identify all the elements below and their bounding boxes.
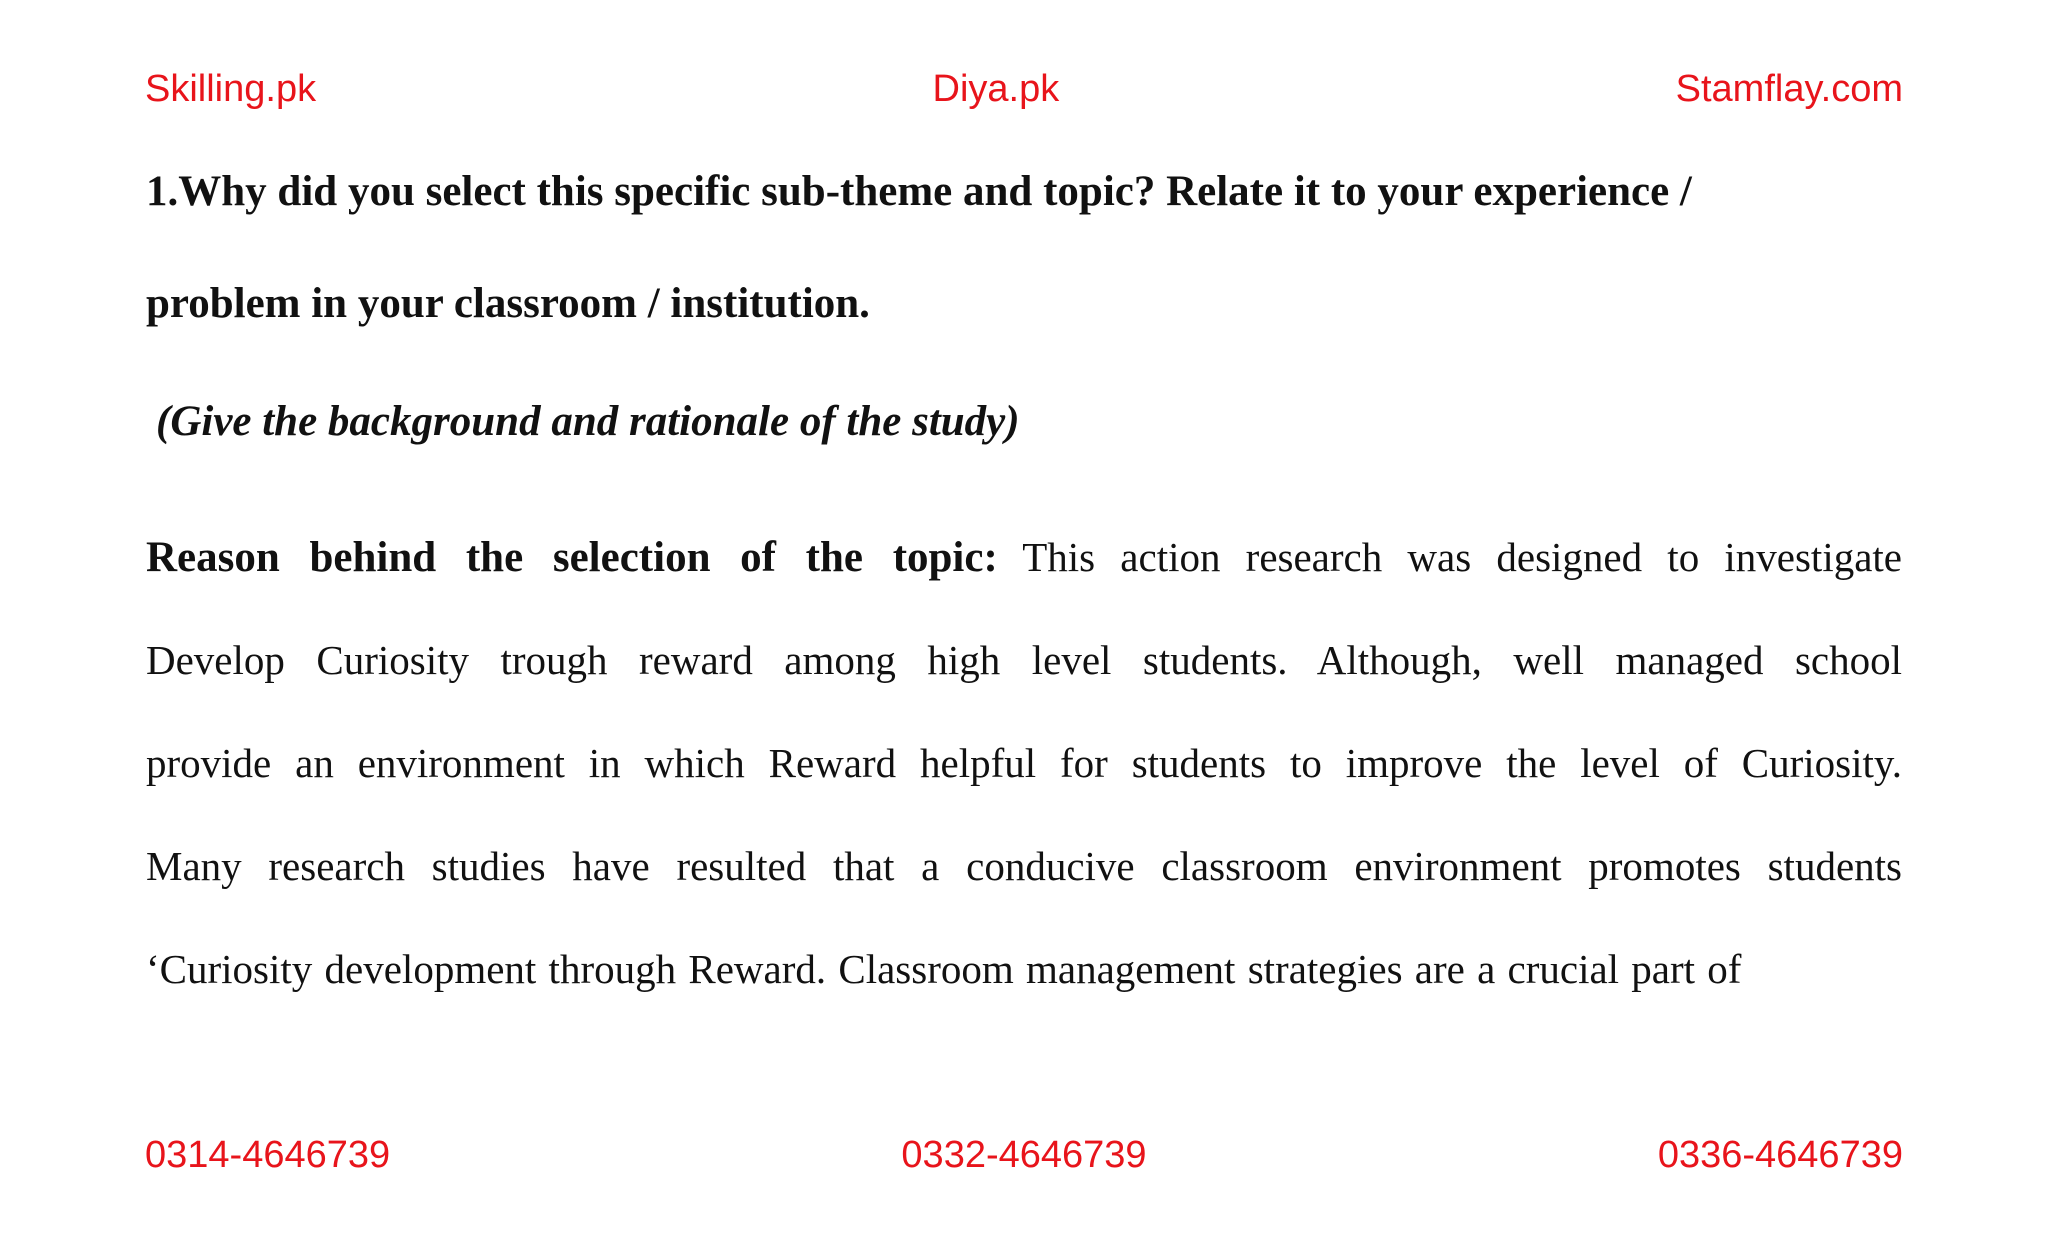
body-line-4: Many research studies have resulted that a conducive classroom environment promotes students [146,843,1902,889]
body-line-5: ‘Curiosity development through Reward. Classroom management strategies are a crucial part of [146,946,1742,992]
footer-watermark-row [145,1136,1903,1174]
question-heading [146,136,1902,360]
question-line-1: 1.Why did you select this specific sub-theme and topic? Relate it to your experience / [146,168,1692,215]
header-center-site: Diya.pk [932,68,1060,110]
body-line-3: provide an environment in which Reward helpful for students to improve the level of Curiosity. [146,740,1902,786]
header-left-site: Skilling.pk [145,68,317,110]
body-paragraph [146,506,1902,1021]
footer-center-phone: 0332-4646739 [901,1134,1147,1176]
footer-left-phone: 0314-4646739 [145,1134,391,1176]
body-line-1-text: This action research was designed to investigate [997,534,1903,580]
body-line-1 [146,506,1902,609]
question-line-2: problem in your classroom / institution. [146,280,870,327]
body-line-2: Develop Curiosity trough reward among high level students. Although, well managed school [146,637,1902,683]
question-subtitle: (Give the background and rationale of the study) [156,398,1020,445]
body-lead-heading: Reason behind the selection of the topic: [146,534,998,581]
header-right-site: Stamflay.com [1675,68,1903,110]
footer-right-phone: 0336-4646739 [1657,1134,1903,1176]
header-watermark-row [145,70,1903,108]
